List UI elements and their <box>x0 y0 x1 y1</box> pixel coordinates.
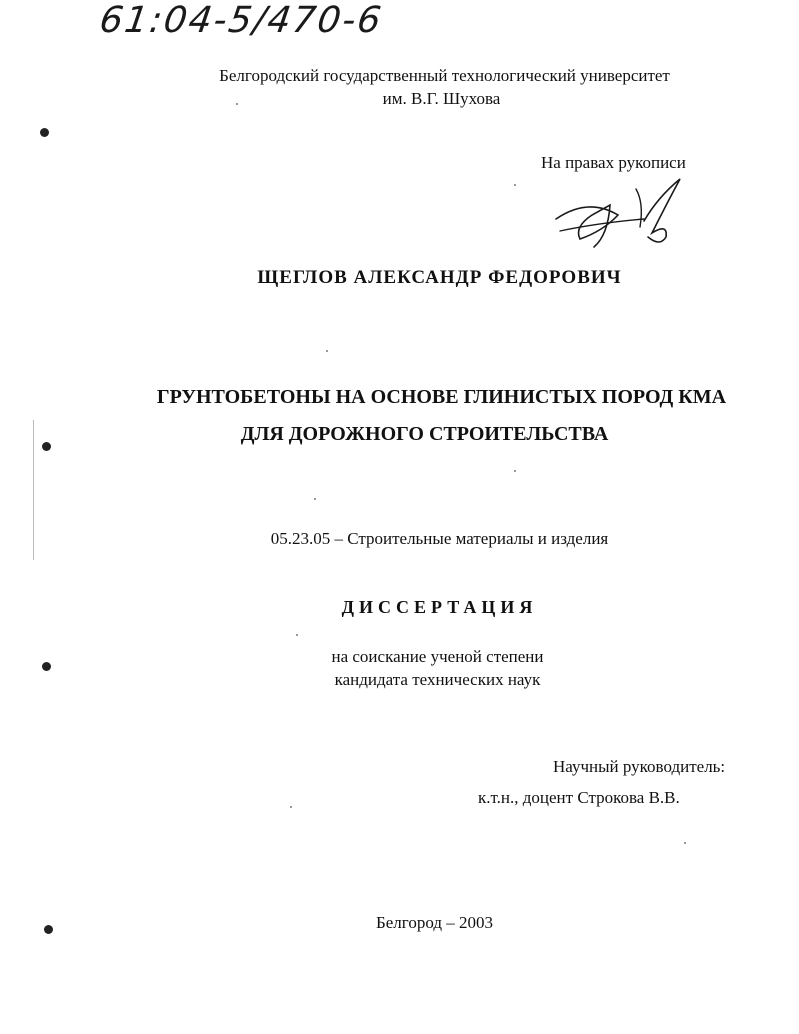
author-name: ЩЕГЛОВ АЛЕКСАНДР ФЕДОРОВИЧ <box>257 267 622 288</box>
scan-speck <box>514 470 516 472</box>
manuscript-rights: На правах рукописи <box>541 153 686 172</box>
institution-name: Белгородский государственный технологический университет <box>219 66 670 85</box>
scan-speck <box>296 634 298 636</box>
supervisor-name: к.т.н., доцент Строкова В.В. <box>478 788 680 807</box>
scan-speck <box>514 184 516 186</box>
degree-line2: кандидата технических наук <box>334 670 541 689</box>
scan-speck <box>314 498 316 500</box>
specialty-code: 05.23.05 – Строительные материалы и изделия <box>270 529 609 548</box>
supervisor-label: Научный руководитель: <box>553 757 726 776</box>
document-type: ДИССЕРТАЦИЯ <box>341 597 538 617</box>
degree-line1: на соискание ученой степени <box>331 647 544 666</box>
scan-speck <box>290 806 292 808</box>
scan-speck <box>684 842 686 844</box>
signature-icon <box>548 175 698 255</box>
dissertation-title: ГРУНТОБЕТОНЫ НА ОСНОВЕ ГЛИНИСТЫХ ПОРОД КМА <box>156 386 727 408</box>
city-year: Белгород – 2003 <box>376 913 493 932</box>
punch-hole <box>40 128 49 137</box>
scan-speck <box>326 350 328 352</box>
institution-name-line2: им. В.Г. Шухова <box>382 89 501 108</box>
dissertation-title-line2: ДЛЯ ДОРОЖНОГО СТРОИТЕЛЬСТВА <box>240 423 609 445</box>
archive-code: 61:04-5/470-6 <box>97 0 386 41</box>
